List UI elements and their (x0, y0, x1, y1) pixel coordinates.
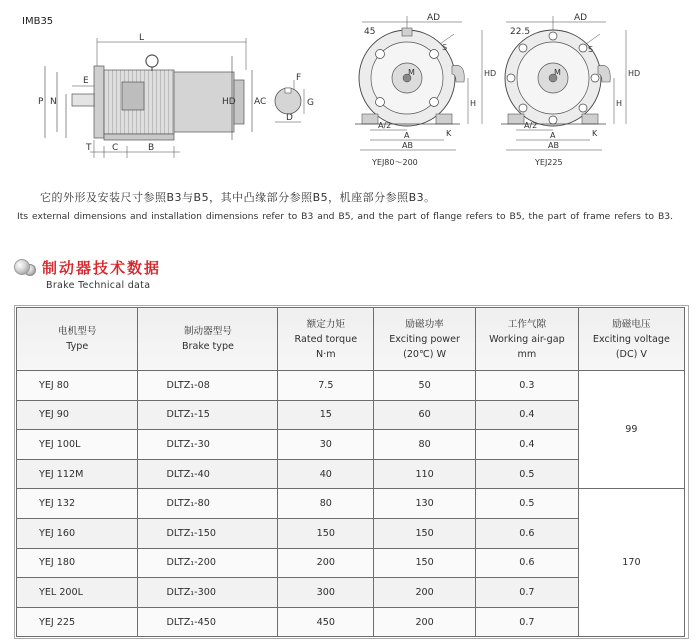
cell-voltage-group-1: 99 (578, 371, 684, 489)
yej225-dim-ad: AD (574, 13, 588, 23)
dim-b: B (148, 143, 155, 153)
table-row (17, 489, 685, 519)
cell-type: YEJ 225 (17, 607, 138, 637)
dim-ac: AC (254, 97, 267, 107)
header-torque-en: Rated torque (294, 333, 358, 345)
cell-torque: 30 (278, 430, 374, 460)
cell-gap: 0.5 (476, 459, 579, 489)
header-gap-en: Working air-gap (489, 333, 565, 345)
cell-brake: DLTZ₁-80 (138, 489, 278, 519)
yej225-dim-22-5: 22.5 (510, 27, 531, 37)
cell-type: YEJ 112M (17, 459, 138, 489)
section-title: 制动器技术数据 (42, 258, 162, 277)
drawings-svg (0, 0, 700, 175)
dim-n: N (50, 97, 57, 107)
header-voltage (578, 308, 684, 371)
cell-voltage-group-2: 170 (578, 489, 684, 637)
yej225-dim-a: A (550, 131, 556, 140)
header-type-en: Type (66, 341, 89, 352)
dim-e: E (83, 76, 89, 86)
cell-brake: DLTZ₁-08 (138, 371, 278, 401)
cell-type: YEL 200L (17, 578, 138, 608)
cell-torque: 40 (278, 459, 374, 489)
header-torque-unit: N·m (316, 348, 336, 360)
header-gap-unit: mm (517, 348, 537, 360)
header-type (17, 308, 138, 371)
yej225-dim-k: K (592, 129, 598, 138)
dim-c: C (112, 143, 119, 153)
cell-type: YEJ 80 (17, 371, 138, 401)
cell-gap: 0.6 (476, 518, 579, 548)
cell-brake: DLTZ₁-300 (138, 578, 278, 608)
note-chinese: 它的外形及安装尺寸参照B3与B5，其中凸缘部分参照B5，机座部分参照B3。 (40, 191, 436, 204)
dim-l: L (139, 33, 145, 43)
header-brake (138, 308, 278, 371)
yej225-dim-s: S (588, 45, 594, 54)
dimension-drawings (0, 0, 700, 175)
header-gap-cn: 工作气隙 (507, 318, 547, 330)
cell-power: 110 (374, 459, 476, 489)
dim-g: G (307, 98, 314, 108)
cell-power: 60 (374, 400, 476, 430)
cell-type: YEJ 132 (17, 489, 138, 519)
cell-power: 80 (374, 430, 476, 460)
cell-gap: 0.7 (476, 607, 579, 637)
header-voltage-unit: (DC) V (615, 348, 647, 360)
imb35-label: IMB35 (22, 16, 54, 27)
header-power-en: Exciting power (389, 333, 460, 345)
dim-p: P (38, 97, 44, 107)
yej225-end-view (501, 13, 640, 167)
table-row (17, 371, 685, 401)
yej80-dim-m: M (408, 68, 415, 77)
dim-t: T (86, 143, 92, 153)
section-subtitle: Brake Technical data (46, 280, 151, 291)
cell-type: YEJ 100L (17, 430, 138, 460)
cell-power: 150 (374, 518, 476, 548)
cell-type: YEJ 180 (17, 548, 138, 578)
yej80-dim-a: A (404, 131, 410, 140)
cell-brake: DLTZ₁-150 (138, 518, 278, 548)
header-gap (476, 308, 579, 371)
yej80-dim-ad: AD (427, 13, 441, 23)
yej225-dim-hd: HD (628, 69, 641, 78)
cell-gap: 0.4 (476, 430, 579, 460)
cell-torque: 150 (278, 518, 374, 548)
bullet-icon (14, 259, 30, 275)
brake-data-table (16, 307, 685, 637)
dim-hd-side: HD (222, 97, 236, 107)
header-power-unit: (20℃) W (403, 348, 447, 360)
yej225-dim-m: M (554, 68, 561, 77)
cell-torque: 300 (278, 578, 374, 608)
cell-brake: DLTZ₁-40 (138, 459, 278, 489)
cell-type: YEJ 160 (17, 518, 138, 548)
yej80-dim-s: S (442, 43, 448, 52)
cell-gap: 0.6 (476, 548, 579, 578)
yej80-dim-hd: HD (484, 69, 497, 78)
header-type-cn: 电机型号 (58, 326, 97, 337)
cell-brake: DLTZ₁-450 (138, 607, 278, 637)
dim-f: F (296, 73, 302, 83)
yej225-dim-h: H (616, 99, 623, 108)
yej80-dim-45: 45 (364, 27, 376, 37)
cell-torque: 200 (278, 548, 374, 578)
yej80-dim-ab: AB (402, 141, 413, 150)
cell-brake: DLTZ₁-30 (138, 430, 278, 460)
header-brake-en: Brake type (181, 341, 234, 352)
cell-power: 150 (374, 548, 476, 578)
cell-gap: 0.4 (476, 400, 579, 430)
yej80-dim-h: H (470, 99, 477, 108)
cell-brake: DLTZ₁-15 (138, 400, 278, 430)
dim-d: D (286, 113, 293, 123)
header-torque-cn: 额定力矩 (306, 318, 345, 330)
yej225-caption: YEJ225 (535, 158, 563, 167)
cell-gap: 0.5 (476, 489, 579, 519)
header-voltage-cn: 励磁电压 (612, 318, 651, 330)
header-power-cn: 励磁功率 (405, 318, 444, 330)
yej80-dim-k: K (446, 129, 452, 138)
yej225-dim-ab: AB (548, 141, 559, 150)
cell-brake: DLTZ₁-200 (138, 548, 278, 578)
cell-torque: 80 (278, 489, 374, 519)
table-header-row (17, 308, 685, 371)
yej225-dim-a2: A/2 (524, 121, 538, 130)
yej80-caption: YEJ80～200 (372, 158, 418, 167)
cell-power: 200 (374, 578, 476, 608)
shaft-section (275, 73, 314, 123)
cell-power: 130 (374, 489, 476, 519)
header-power (374, 308, 476, 371)
section-heading (14, 254, 161, 280)
note-english: Its external dimensions and installation dimensions refer to B3 and B5, and the part of flange refers to B5, the part of frame refers to B3. (17, 211, 674, 222)
cell-torque: 15 (278, 400, 374, 430)
yej80-end-view (355, 13, 496, 167)
header-brake-cn: 制动器型号 (183, 326, 232, 337)
cell-torque: 450 (278, 607, 374, 637)
cell-type: YEJ 90 (17, 400, 138, 430)
header-torque (278, 308, 374, 371)
cell-power: 50 (374, 371, 476, 401)
cell-gap: 0.3 (476, 371, 579, 401)
motor-side-view (38, 33, 266, 158)
yej80-dim-a2: A/2 (378, 121, 392, 130)
cell-torque: 7.5 (278, 371, 374, 401)
cell-power: 200 (374, 607, 476, 637)
cell-gap: 0.7 (476, 578, 579, 608)
header-voltage-en: Exciting voltage (592, 333, 670, 345)
